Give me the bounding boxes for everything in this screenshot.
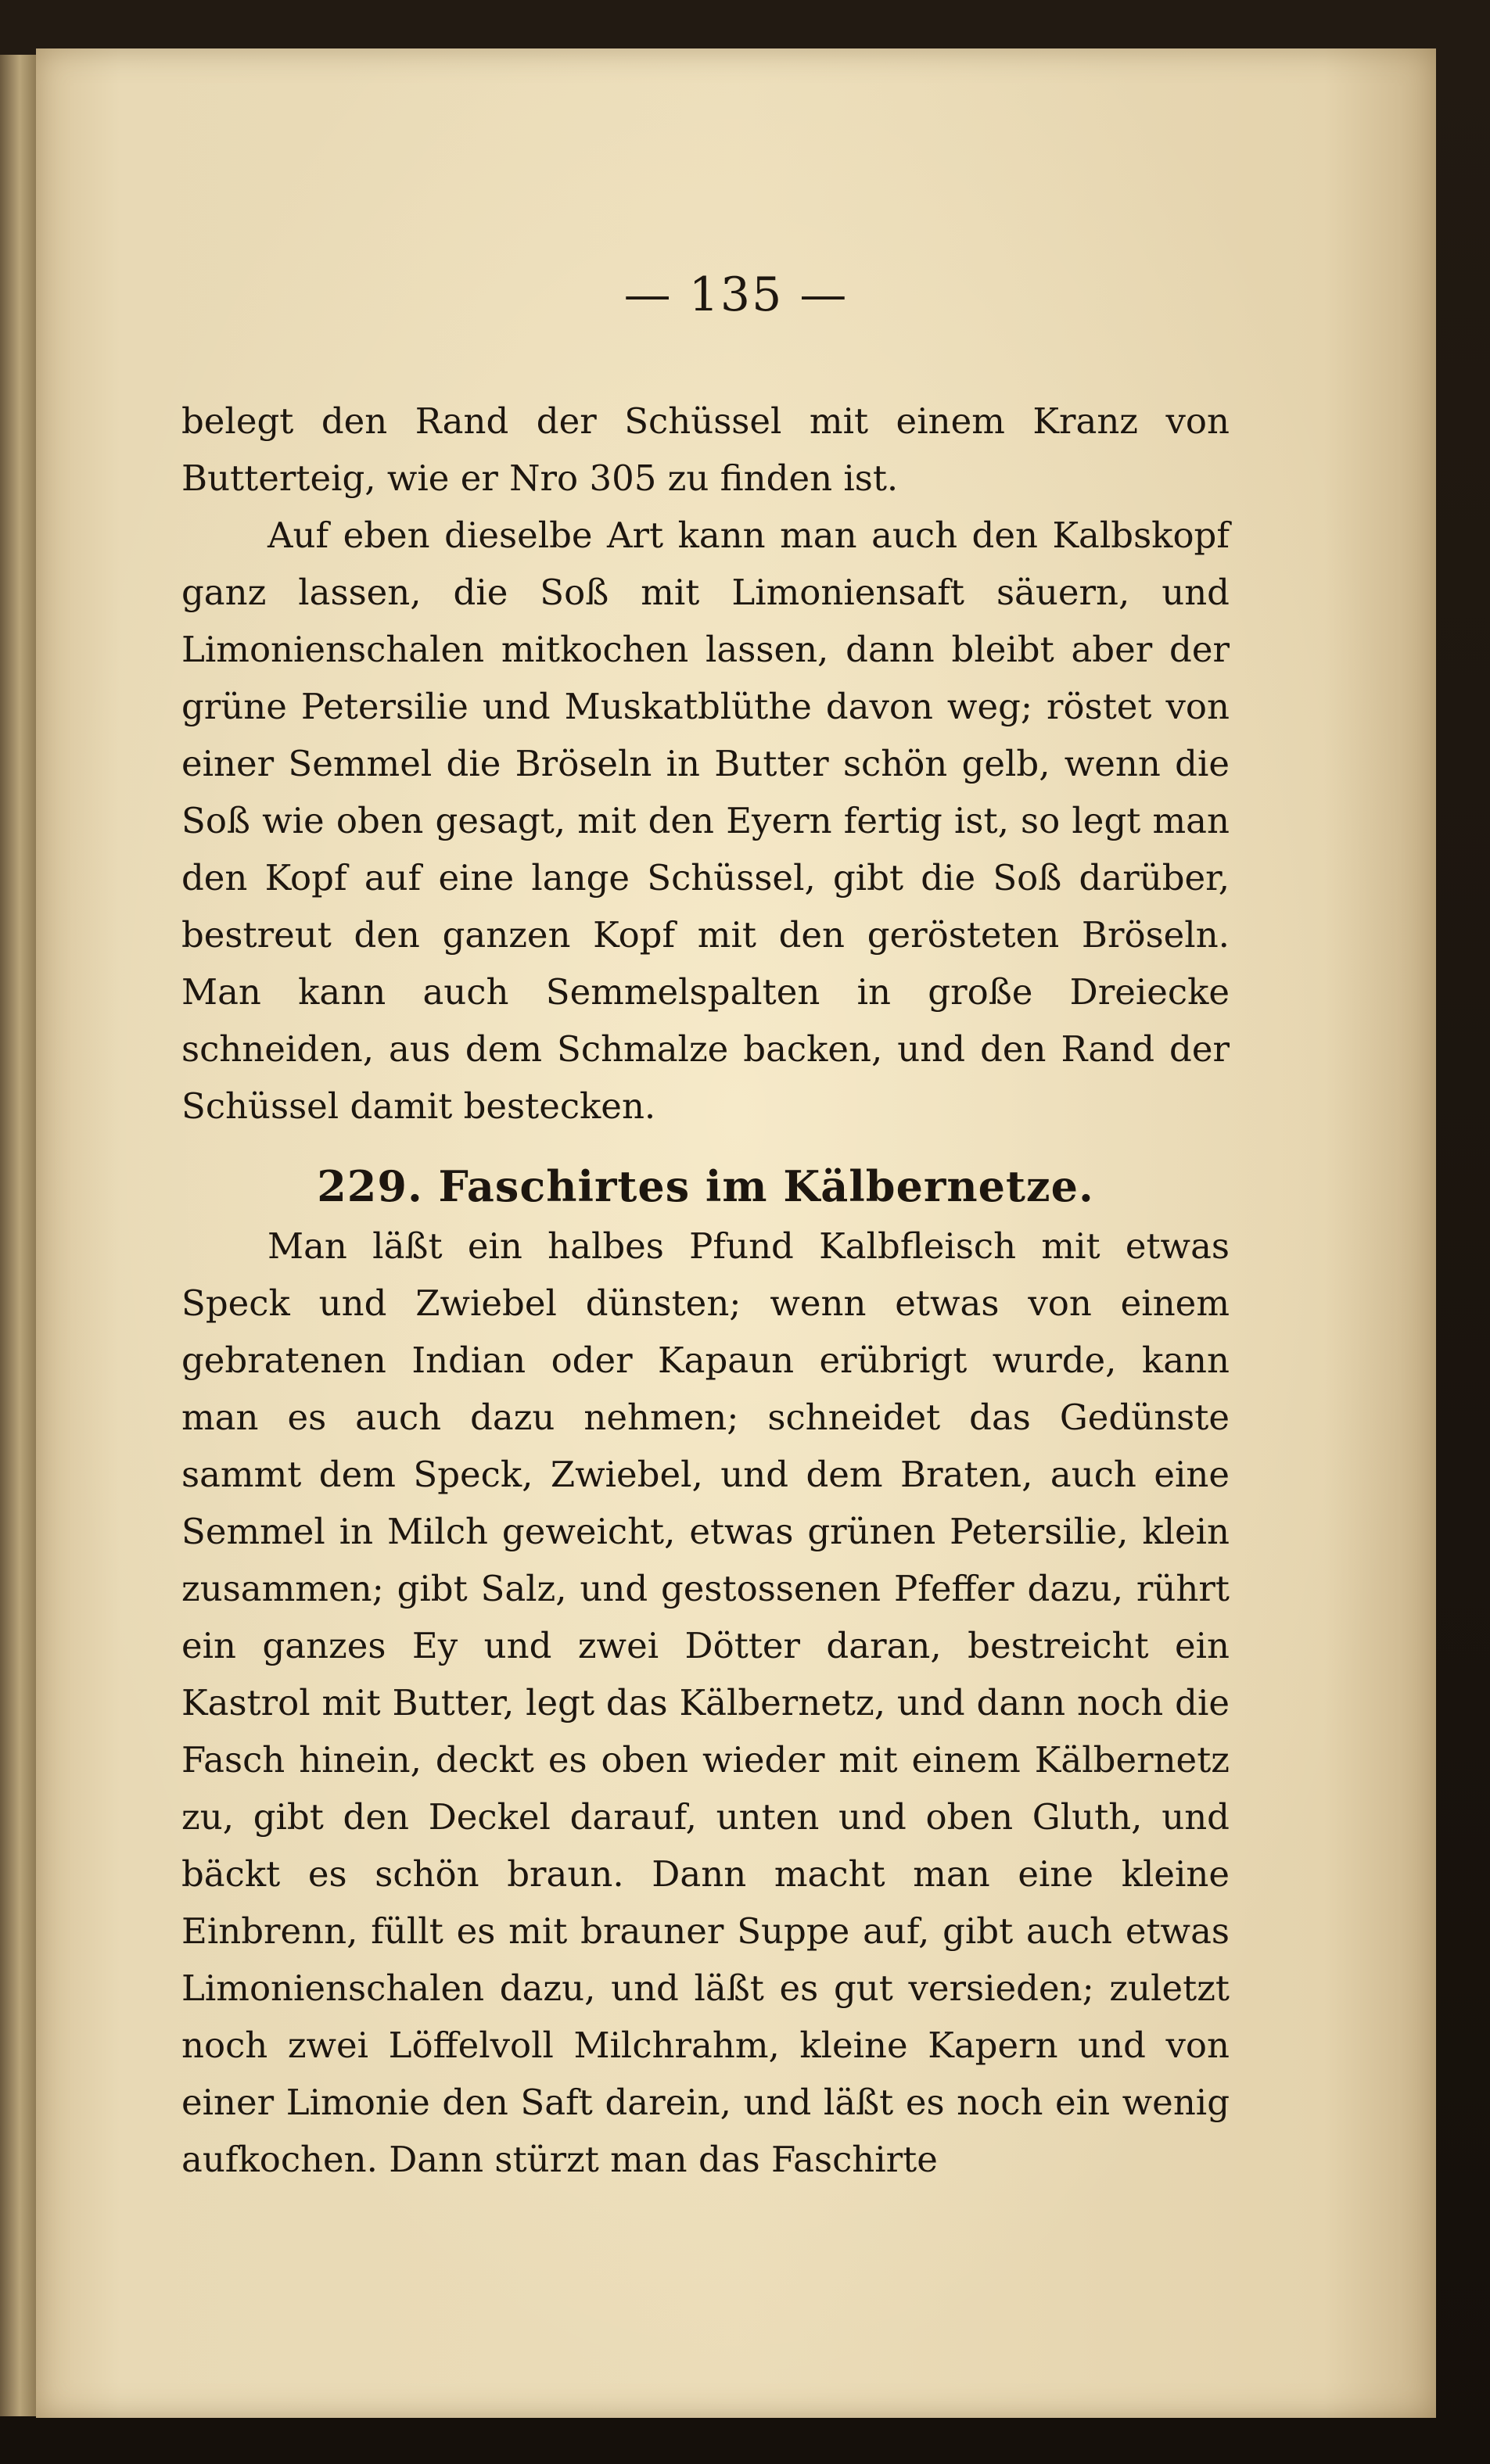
paragraph-continuation: belegt den Rand der Schüssel mit einem Kranz von Butterteig, wie er Nro 305 zu finden ist. [181,400,1230,499]
book-page [36,48,1436,2418]
page-number: — 135 — [623,267,849,322]
left-page-edge [0,55,36,2416]
paragraph-kalbskopf: Auf eben dieselbe Art kann man auch den Kalbskopf ganz lassen, die Soß mit Limoniensaft säuern, und Limonienschalen mitkochen lassen, dann bleibt aber der grüne Petersilie und Muskatblüthe davon weg; röstet von einer Semmel die Bröseln in Butter schön gelb, wenn die Soß wie oben gesagt, mit den Eyern fertig ist, so legt man den Kopf auf eine lange Schüssel, gibt die Soß darüber, bestreut den ganzen Kopf mit den gerösteten Bröseln. Man kann auch Semmelspalten in große Dreiecke schneiden, aus dem Schmalze backen, und den Rand der Schüssel damit bestecken. [181,515,1230,1127]
recipe-text: Man läßt ein halbes Pfund Kalbfleisch mit etwas Speck und Zwiebel dünsten; wenn etwas von einem gebratenen Indian oder Kapaun erübrigt wurde, kann man es auch dazu nehmen; schneidet das Gedünste sammt dem Speck, Zwiebel, und dem Braten, auch eine Semmel in Milch geweicht, etwas grünen Petersilie, klein zusammen; gibt Salz, und gestossenen Pfeffer dazu, rührt ein ganzes Ey und zwei Dötter daran, bestreicht ein Kastrol mit Butter, legt das Kälbernetz, und dann noch die Fasch hinein, deckt es oben wieder mit einem Kälbernetz zu, gibt den Deckel darauf, unten und oben Gluth, und bäckt es schön braun. Dann macht man eine kleine Einbrenn, füllt es mit brauner Suppe auf, gibt auch etwas Limonienschalen dazu, und läßt es gut versieden; zuletzt noch zwei Löffelvoll Milchrahm, kleine Kapern und von einer Limonie den Saft darein, und läßt es noch ein wenig aufkochen. Dann stürzt man das Faschirte [181,1225,1230,2180]
page-text [181,393,1230,2188]
recipe-heading: 229. Faschirtes im Kälbernetze. [317,1161,1094,1211]
